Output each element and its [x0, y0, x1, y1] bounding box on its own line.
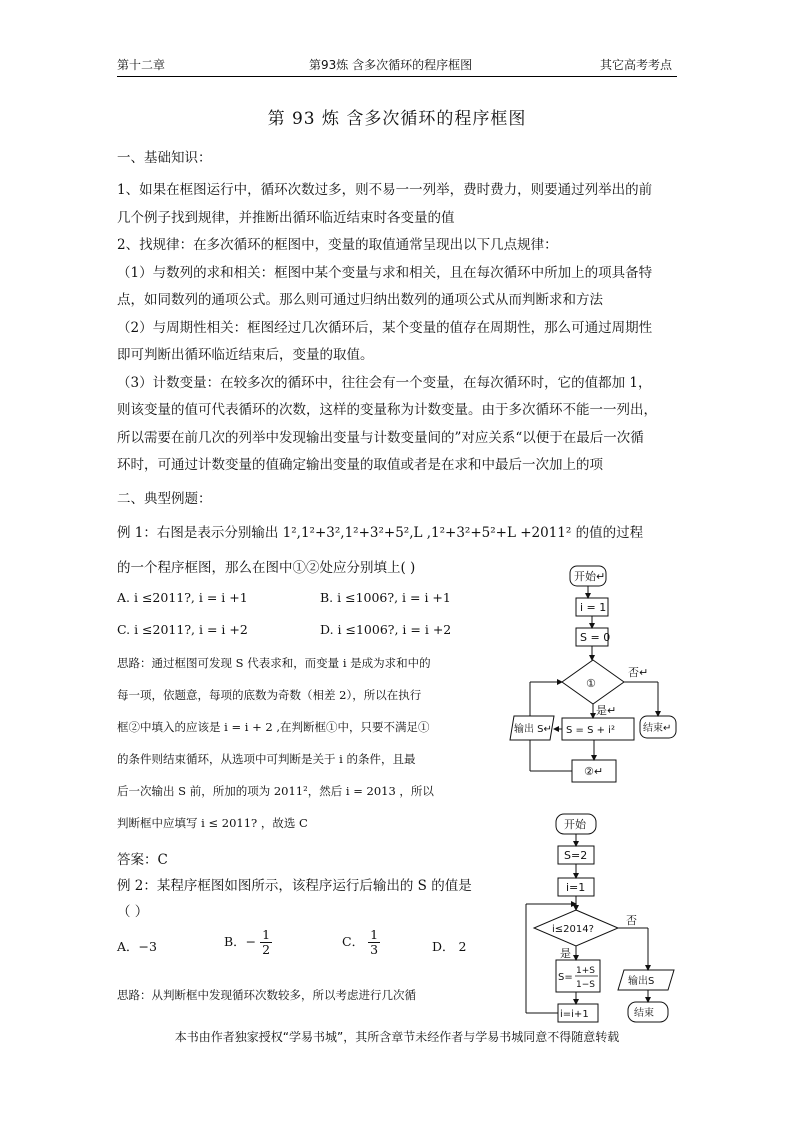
fc1-start-label: 开始↵ [574, 570, 606, 583]
fc2-init-s-label: S=2 [564, 849, 588, 862]
example1-option-c: C. i ≤2011?, i = i +2 [117, 622, 248, 637]
header-rule [117, 76, 677, 77]
fc2-start-label: 开始 [564, 818, 586, 831]
example1-option-a: A. i ≤2011?, i = i +1 [117, 590, 248, 605]
example2-question-cont: （ ） [117, 904, 149, 920]
example2-option-c [342, 928, 380, 957]
fc2-condition-label: i≤2014? [552, 924, 594, 935]
page-title: 第 93 炼 含多次循环的程序框图 [267, 109, 527, 129]
fc1-condition-label: ① [586, 677, 596, 690]
fc1-yes-label: 是↵ [596, 704, 617, 717]
fc1-step-label: ②↵ [584, 765, 604, 778]
option-c-prefix: C． [342, 933, 365, 949]
denominator: 2 [262, 941, 271, 957]
example1-solution: 框②中填入的应该是 i = i + 2 ,在判断框①中，只要不满足① [117, 720, 430, 734]
copyright-footer: 本书由作者独家授权“学易书城”，其所含章节未经作者与学易书城同意不得随意转载 [174, 1030, 620, 1044]
fraction [368, 928, 380, 957]
example1-answer: 答案：C [117, 852, 168, 868]
flowchart-example1 [500, 560, 690, 790]
example1-question: 例 1：右图是表示分别输出 1²,1²+3²,1²+3²+5²,L ,1²+3²+5²+L +2011² 的值的过程 [117, 525, 644, 541]
paragraph: 则该变量的值可代表循环的次数，这样的变量称为计数变量。由于多次循环不能一一列出， [117, 402, 657, 418]
option-b-prefix: B．− [224, 933, 257, 949]
section-heading-examples: 二、典型例题： [117, 491, 212, 507]
paragraph: 即可判断出循环临近结束后，变量的取值。 [117, 347, 374, 363]
paragraph: 2、找规律：在多次循环的框图中，变量的取值通常呈现出以下几点规律： [117, 237, 558, 253]
paragraph: （3）计数变量：在较多次的循环中，往往会有一个变量，在每次循环时，它的值都加 1， [117, 375, 652, 391]
fc2-update-numerator: 1+S [576, 966, 595, 976]
fc1-init-i-label: i = 1 [580, 601, 607, 614]
example1-solution: 判断框中应填写 i ≤ 2011? ，故选 C [117, 816, 308, 830]
fc1-init-s-label: S = 0 [580, 631, 611, 644]
example1-solution: 每一项，依题意，每项的底数为奇数（相差 2），所以在执行 [117, 688, 422, 702]
fc2-step-label: i=i+1 [560, 1009, 589, 1020]
example2-option-b [224, 928, 272, 957]
example2-option-d: D． 2 [432, 939, 467, 954]
example1-option-b: B. i ≤1006?, i = i +1 [320, 590, 451, 605]
example1-solution: 思路：通过框图可发现 S 代表求和，而变量 i 是成为求和中的 [117, 656, 431, 670]
header-chapter: 第十二章 [117, 58, 166, 72]
example2-question: 例 2：某程序框图如图所示，该程序运行后输出的 S 的值是 [117, 878, 472, 894]
fc1-end-label: 结束↵ [643, 723, 672, 734]
fc2-no-label: 否 [626, 914, 637, 927]
section-heading-basics: 一、基础知识： [117, 150, 212, 166]
fc2-update-prefix: S= [558, 972, 573, 983]
flowchart-example2 [520, 808, 690, 1026]
paragraph: （1）与数列的求和相关：框图中某个变量与求和相关，且在每次循环中所加上的项具备特 [117, 265, 653, 281]
fc2-end-label: 结束 [634, 1008, 654, 1019]
header-lesson: 第93炼 含多次循环的程序框图 [309, 58, 473, 72]
fc2-init-i-label: i=1 [566, 881, 586, 894]
example2-solution: 思路：从判断框中发现循环次数较多，所以考虑进行几次循 [117, 988, 416, 1002]
numerator: 1 [262, 927, 271, 942]
fc2-update-denominator: 1−S [576, 980, 595, 990]
example2-option-a: A．−3 [117, 939, 157, 954]
fc2-yes-label: 是 [560, 947, 571, 960]
paragraph: 点，如同数列的通项公式。那么则可通过归纳出数列的通项公式从而判断求和方法 [117, 292, 603, 308]
fraction [260, 928, 272, 957]
fc1-no-label: 否↵ [628, 666, 649, 679]
paragraph: 1、如果在框图运行中，循环次数过多，则不易一一列举，费时费力，则要通过列举出的前 [117, 182, 653, 198]
example1-question-cont: 的一个程序框图，那么在图中①②处应分别填上( ) [117, 560, 416, 576]
paragraph: 环时，可通过计数变量的值确定输出变量的取值或者是在求和中最后一次加上的项 [117, 457, 603, 473]
paragraph: （2）与周期性相关：框图经过几次循环后，某个变量的值存在周期性，那么可通过周期性 [117, 320, 653, 336]
denominator: 3 [370, 941, 379, 957]
header-topic: 其它高考考点 [600, 58, 673, 72]
numerator: 1 [370, 927, 379, 942]
example1-option-d: D. i ≤1006?, i = i +2 [320, 622, 452, 637]
example1-solution: 后一次输出 S 前，所加的项为 2011²，然后 i = 2013 ，所以 [117, 784, 434, 798]
paragraph: 所以需要在前几次的列举中发现输出变量与计数变量间的”对应关系“以便于在最后一次循 [117, 430, 644, 446]
fc2-output-label: 输出S [628, 976, 655, 987]
paragraph: 几个例子找到规律，并推断出循环临近结束时各变量的值 [117, 210, 455, 226]
fc1-output-label: 输出 S↵ [514, 724, 552, 735]
fc1-update-label: S = S + i² [566, 725, 615, 736]
example1-solution: 的条件则结束循环，从选项中可判断是关于 i 的条件，且最 [117, 752, 416, 766]
